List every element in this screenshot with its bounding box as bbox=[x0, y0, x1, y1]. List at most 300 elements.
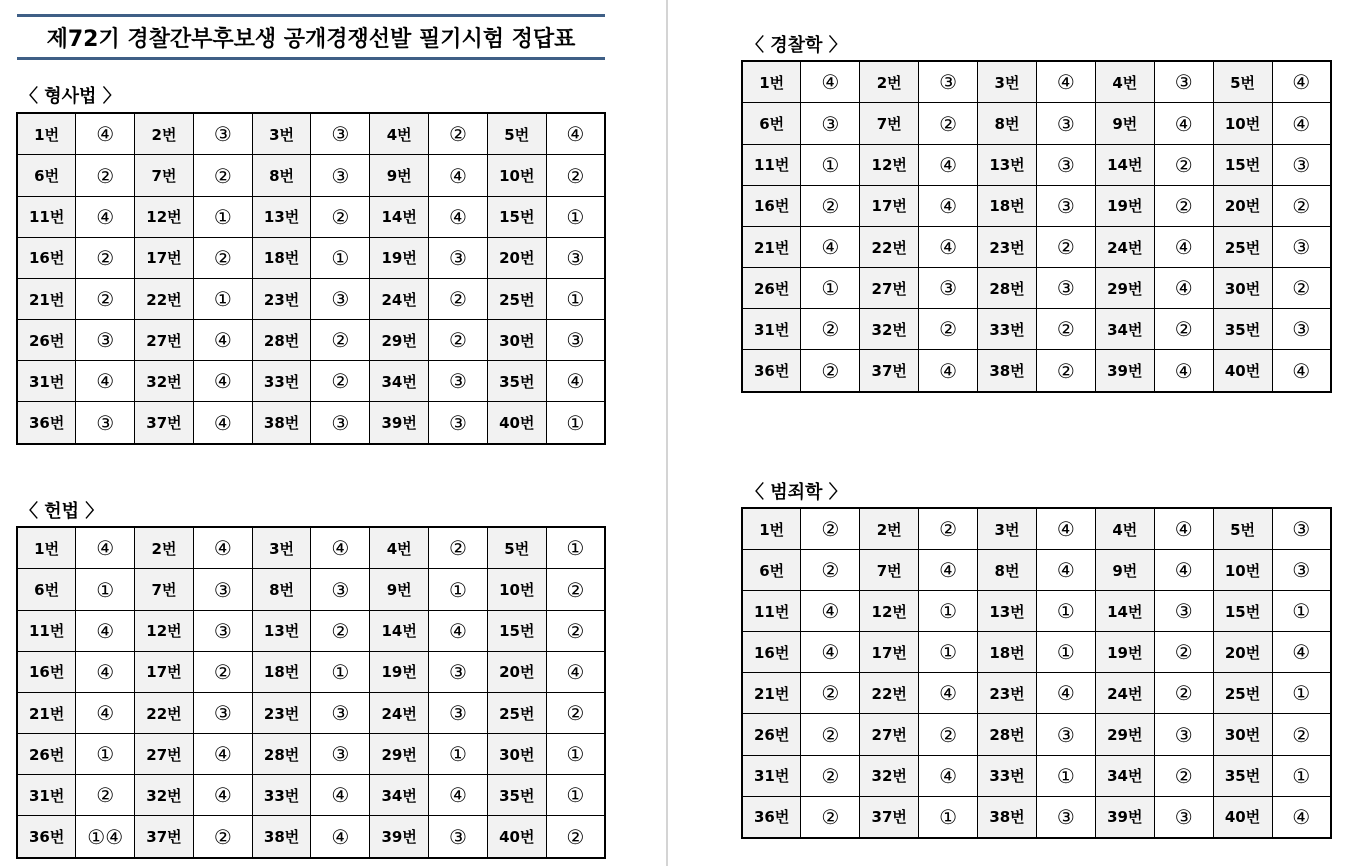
question-number: 31번 bbox=[742, 755, 801, 796]
question-number: 6번 bbox=[742, 103, 801, 144]
question-number: 23번 bbox=[978, 673, 1037, 714]
question-number: 8번 bbox=[252, 569, 311, 610]
question-number: 40번 bbox=[1213, 350, 1272, 392]
answer-cell: ③ bbox=[429, 692, 488, 733]
answer-cell: ④ bbox=[1272, 61, 1331, 103]
answer-cell: ② bbox=[193, 155, 252, 196]
question-number: 14번 bbox=[370, 196, 429, 237]
question-number: 28번 bbox=[252, 734, 311, 775]
question-number: 38번 bbox=[252, 402, 311, 444]
question-number: 32번 bbox=[860, 755, 919, 796]
question-number: 3번 bbox=[978, 508, 1037, 550]
question-number: 7번 bbox=[135, 155, 194, 196]
answer-cell: ③ bbox=[801, 103, 860, 144]
question-number: 17번 bbox=[135, 651, 194, 692]
answer-cell: ② bbox=[1272, 268, 1331, 309]
question-number: 14번 bbox=[370, 610, 429, 651]
answer-cell: ③ bbox=[311, 155, 370, 196]
answer-cell: ③ bbox=[1036, 144, 1095, 185]
question-number: 4번 bbox=[1095, 508, 1154, 550]
question-number: 27번 bbox=[860, 714, 919, 755]
answer-cell: ② bbox=[801, 309, 860, 350]
question-number: 24번 bbox=[370, 278, 429, 319]
question-number: 36번 bbox=[742, 796, 801, 838]
answer-cell: ① bbox=[193, 196, 252, 237]
answer-cell: ① bbox=[919, 796, 978, 838]
answer-table-criminology bbox=[741, 507, 1332, 839]
answer-cell: ② bbox=[1154, 673, 1213, 714]
answer-cell: ① bbox=[546, 775, 605, 816]
answer-cell: ① bbox=[546, 734, 605, 775]
answer-cell: ② bbox=[919, 508, 978, 550]
answer-cell: ② bbox=[1154, 185, 1213, 226]
answer-cell: ③ bbox=[1036, 796, 1095, 838]
question-number: 4번 bbox=[370, 527, 429, 569]
answer-cell: ③ bbox=[193, 692, 252, 733]
question-number: 34번 bbox=[370, 775, 429, 816]
answer-cell: ① bbox=[311, 237, 370, 278]
answer-cell: ③ bbox=[1272, 508, 1331, 550]
question-number: 22번 bbox=[135, 278, 194, 319]
answer-cell: ② bbox=[801, 673, 860, 714]
question-number: 20번 bbox=[487, 651, 546, 692]
question-number: 37번 bbox=[860, 350, 919, 392]
question-number: 8번 bbox=[252, 155, 311, 196]
question-number: 36번 bbox=[17, 816, 76, 858]
question-number: 9번 bbox=[1095, 103, 1154, 144]
answer-cell: ③ bbox=[1272, 550, 1331, 591]
table-row bbox=[17, 237, 605, 278]
answer-cell: ① bbox=[919, 632, 978, 673]
question-number: 37번 bbox=[860, 796, 919, 838]
answer-cell: ④ bbox=[919, 350, 978, 392]
table-row bbox=[17, 402, 605, 444]
answer-cell: ① bbox=[546, 196, 605, 237]
table-row bbox=[742, 268, 1331, 309]
question-number: 40번 bbox=[487, 402, 546, 444]
question-number: 4번 bbox=[1095, 61, 1154, 103]
answer-cell: ④ bbox=[1272, 350, 1331, 392]
question-number: 33번 bbox=[978, 309, 1037, 350]
question-number: 29번 bbox=[1095, 268, 1154, 309]
question-number: 13번 bbox=[978, 144, 1037, 185]
table-row bbox=[742, 591, 1331, 632]
question-number: 10번 bbox=[1213, 550, 1272, 591]
question-number: 10번 bbox=[487, 569, 546, 610]
question-number: 13번 bbox=[252, 196, 311, 237]
answer-cell: ② bbox=[429, 527, 488, 569]
answer-cell: ④ bbox=[1272, 632, 1331, 673]
answer-cell: ③ bbox=[429, 402, 488, 444]
question-number: 40번 bbox=[487, 816, 546, 858]
answer-cell: ④ bbox=[193, 402, 252, 444]
answer-table-criminal-law bbox=[16, 112, 606, 445]
question-number: 38번 bbox=[978, 350, 1037, 392]
answer-cell: ① bbox=[546, 527, 605, 569]
answer-cell: ③ bbox=[76, 402, 135, 444]
question-number: 12번 bbox=[135, 610, 194, 651]
question-number: 1번 bbox=[742, 508, 801, 550]
question-number: 24번 bbox=[370, 692, 429, 733]
question-number: 27번 bbox=[135, 734, 194, 775]
question-number: 30번 bbox=[1213, 714, 1272, 755]
answer-cell: ① bbox=[546, 278, 605, 319]
question-number: 39번 bbox=[370, 402, 429, 444]
answer-cell: ② bbox=[76, 278, 135, 319]
answer-cell: ③ bbox=[1036, 185, 1095, 226]
question-number: 15번 bbox=[487, 610, 546, 651]
question-number: 8번 bbox=[978, 550, 1037, 591]
answer-cell: ② bbox=[1154, 632, 1213, 673]
answer-cell: ④ bbox=[546, 361, 605, 402]
answer-cell: ② bbox=[546, 569, 605, 610]
question-number: 22번 bbox=[860, 673, 919, 714]
question-number: 37번 bbox=[135, 402, 194, 444]
question-number: 15번 bbox=[487, 196, 546, 237]
answer-cell: ② bbox=[1036, 350, 1095, 392]
answer-cell: ② bbox=[801, 796, 860, 838]
answer-cell: ③ bbox=[76, 320, 135, 361]
question-number: 18번 bbox=[978, 632, 1037, 673]
answer-cell: ①④ bbox=[76, 816, 135, 858]
table-row bbox=[742, 226, 1331, 267]
answer-cell: ② bbox=[1036, 309, 1095, 350]
question-number: 6번 bbox=[17, 569, 76, 610]
question-number: 22번 bbox=[135, 692, 194, 733]
question-number: 19번 bbox=[370, 651, 429, 692]
question-number: 5번 bbox=[487, 113, 546, 155]
question-number: 11번 bbox=[742, 144, 801, 185]
answer-cell: ④ bbox=[1154, 350, 1213, 392]
question-number: 24번 bbox=[1095, 226, 1154, 267]
question-number: 32번 bbox=[860, 309, 919, 350]
question-number: 10번 bbox=[1213, 103, 1272, 144]
question-number: 7번 bbox=[135, 569, 194, 610]
answer-cell: ③ bbox=[1036, 103, 1095, 144]
question-number: 26번 bbox=[742, 268, 801, 309]
question-number: 16번 bbox=[742, 632, 801, 673]
question-number: 33번 bbox=[252, 361, 311, 402]
question-number: 14번 bbox=[1095, 144, 1154, 185]
answer-cell: ④ bbox=[429, 610, 488, 651]
question-number: 34번 bbox=[370, 361, 429, 402]
answer-cell: ③ bbox=[919, 268, 978, 309]
answer-cell: ③ bbox=[429, 651, 488, 692]
answer-cell: ② bbox=[546, 692, 605, 733]
table-row bbox=[742, 103, 1331, 144]
answer-cell: ① bbox=[76, 734, 135, 775]
question-number: 13번 bbox=[252, 610, 311, 651]
answer-cell: ① bbox=[1036, 755, 1095, 796]
question-number: 12번 bbox=[860, 144, 919, 185]
answer-cell: ① bbox=[546, 402, 605, 444]
answer-cell: ④ bbox=[429, 775, 488, 816]
answer-cell: ③ bbox=[1036, 714, 1095, 755]
question-number: 28번 bbox=[978, 714, 1037, 755]
answer-cell: ① bbox=[193, 278, 252, 319]
question-number: 9번 bbox=[370, 569, 429, 610]
question-number: 25번 bbox=[1213, 226, 1272, 267]
answer-cell: ① bbox=[1272, 755, 1331, 796]
table-row bbox=[17, 113, 605, 155]
question-number: 39번 bbox=[1095, 350, 1154, 392]
question-number: 6번 bbox=[17, 155, 76, 196]
answer-cell: ③ bbox=[1154, 61, 1213, 103]
question-number: 29번 bbox=[370, 320, 429, 361]
answer-cell: ④ bbox=[429, 155, 488, 196]
answer-cell: ① bbox=[919, 591, 978, 632]
question-number: 2번 bbox=[860, 61, 919, 103]
page-divider bbox=[666, 0, 668, 866]
answer-cell: ② bbox=[1272, 714, 1331, 755]
question-number: 15번 bbox=[1213, 144, 1272, 185]
question-number: 18번 bbox=[252, 237, 311, 278]
answer-cell: ② bbox=[1154, 309, 1213, 350]
answer-cell: ① bbox=[1036, 632, 1095, 673]
question-number: 18번 bbox=[252, 651, 311, 692]
table-row bbox=[742, 550, 1331, 591]
answer-cell: ③ bbox=[1036, 268, 1095, 309]
answer-cell: ④ bbox=[1272, 103, 1331, 144]
answer-cell: ④ bbox=[1154, 103, 1213, 144]
question-number: 31번 bbox=[17, 775, 76, 816]
question-number: 5번 bbox=[1213, 61, 1272, 103]
answer-cell: ② bbox=[801, 508, 860, 550]
answer-cell: ④ bbox=[76, 692, 135, 733]
question-number: 1번 bbox=[17, 527, 76, 569]
answer-cell: ④ bbox=[1036, 673, 1095, 714]
question-number: 17번 bbox=[135, 237, 194, 278]
page-title-box bbox=[17, 14, 605, 60]
answer-cell: ④ bbox=[546, 651, 605, 692]
question-number: 33번 bbox=[252, 775, 311, 816]
answer-cell: ② bbox=[193, 816, 252, 858]
question-number: 37번 bbox=[135, 816, 194, 858]
question-number: 36번 bbox=[742, 350, 801, 392]
answer-cell: ④ bbox=[801, 226, 860, 267]
table-row bbox=[742, 632, 1331, 673]
question-number: 25번 bbox=[1213, 673, 1272, 714]
answer-cell: ③ bbox=[1154, 714, 1213, 755]
table-row bbox=[742, 185, 1331, 226]
question-number: 11번 bbox=[17, 196, 76, 237]
answer-cell: ② bbox=[546, 610, 605, 651]
answer-cell: ② bbox=[546, 816, 605, 858]
question-number: 1번 bbox=[17, 113, 76, 155]
table-row bbox=[742, 508, 1331, 550]
section-title-criminal-law: 〈 형사법 〉 bbox=[20, 86, 121, 107]
answer-cell: ④ bbox=[193, 775, 252, 816]
answer-cell: ③ bbox=[1272, 144, 1331, 185]
question-number: 16번 bbox=[742, 185, 801, 226]
question-number: 21번 bbox=[742, 673, 801, 714]
question-number: 7번 bbox=[860, 550, 919, 591]
answer-cell: ④ bbox=[76, 196, 135, 237]
answer-cell: ① bbox=[801, 144, 860, 185]
question-number: 26번 bbox=[17, 734, 76, 775]
question-number: 18번 bbox=[978, 185, 1037, 226]
section-title-police-science: 〈 경찰학 〉 bbox=[746, 35, 847, 56]
table-row bbox=[17, 361, 605, 402]
question-number: 40번 bbox=[1213, 796, 1272, 838]
answer-cell: ④ bbox=[193, 361, 252, 402]
table-row bbox=[17, 569, 605, 610]
table-row bbox=[742, 144, 1331, 185]
question-number: 12번 bbox=[860, 591, 919, 632]
question-number: 23번 bbox=[252, 278, 311, 319]
question-number: 35번 bbox=[487, 775, 546, 816]
answer-cell: ④ bbox=[1036, 508, 1095, 550]
answer-cell: ③ bbox=[311, 734, 370, 775]
table-row bbox=[742, 796, 1331, 838]
answer-cell: ④ bbox=[801, 61, 860, 103]
answer-cell: ① bbox=[1036, 591, 1095, 632]
table-row bbox=[742, 755, 1331, 796]
question-number: 5번 bbox=[1213, 508, 1272, 550]
table-row bbox=[742, 673, 1331, 714]
answer-cell: ① bbox=[1272, 591, 1331, 632]
table-row bbox=[17, 278, 605, 319]
question-number: 20번 bbox=[487, 237, 546, 278]
answer-cell: ① bbox=[76, 569, 135, 610]
question-number: 3번 bbox=[978, 61, 1037, 103]
answer-cell: ④ bbox=[919, 755, 978, 796]
question-number: 3번 bbox=[252, 113, 311, 155]
answer-cell: ② bbox=[311, 196, 370, 237]
answer-cell: ④ bbox=[193, 320, 252, 361]
question-number: 13번 bbox=[978, 591, 1037, 632]
answer-cell: ② bbox=[919, 309, 978, 350]
answer-cell: ④ bbox=[801, 591, 860, 632]
answer-cell: ④ bbox=[1036, 550, 1095, 591]
table-row bbox=[742, 350, 1331, 392]
answer-cell: ② bbox=[429, 320, 488, 361]
answer-cell: ④ bbox=[919, 226, 978, 267]
question-number: 10번 bbox=[487, 155, 546, 196]
answer-cell: ③ bbox=[1272, 226, 1331, 267]
answer-cell: ① bbox=[801, 268, 860, 309]
table-row bbox=[17, 155, 605, 196]
answer-cell: ③ bbox=[1154, 796, 1213, 838]
answer-cell: ② bbox=[1154, 755, 1213, 796]
table-row bbox=[17, 651, 605, 692]
question-number: 19번 bbox=[1095, 632, 1154, 673]
question-number: 24번 bbox=[1095, 673, 1154, 714]
answer-cell: ④ bbox=[193, 734, 252, 775]
answer-cell: ③ bbox=[1272, 309, 1331, 350]
answer-cell: ③ bbox=[429, 237, 488, 278]
table-row bbox=[742, 61, 1331, 103]
question-number: 19번 bbox=[370, 237, 429, 278]
question-number: 38번 bbox=[978, 796, 1037, 838]
answer-cell: ② bbox=[429, 278, 488, 319]
question-number: 31번 bbox=[742, 309, 801, 350]
question-number: 32번 bbox=[135, 361, 194, 402]
question-number: 11번 bbox=[17, 610, 76, 651]
question-number: 25번 bbox=[487, 278, 546, 319]
question-number: 26번 bbox=[742, 714, 801, 755]
answer-cell: ② bbox=[193, 651, 252, 692]
question-number: 8번 bbox=[978, 103, 1037, 144]
answer-cell: ④ bbox=[193, 527, 252, 569]
answer-cell: ③ bbox=[1154, 591, 1213, 632]
answer-cell: ④ bbox=[76, 610, 135, 651]
question-number: 17번 bbox=[860, 185, 919, 226]
answer-cell: ④ bbox=[76, 113, 135, 155]
answer-cell: ② bbox=[193, 237, 252, 278]
answer-cell: ④ bbox=[919, 185, 978, 226]
question-number: 14번 bbox=[1095, 591, 1154, 632]
answer-cell: ④ bbox=[1036, 61, 1095, 103]
question-number: 34번 bbox=[1095, 309, 1154, 350]
answer-cell: ④ bbox=[429, 196, 488, 237]
question-number: 4번 bbox=[370, 113, 429, 155]
table-row bbox=[17, 196, 605, 237]
answer-cell: ④ bbox=[76, 651, 135, 692]
answer-table-police-science bbox=[741, 60, 1332, 393]
question-number: 35번 bbox=[487, 361, 546, 402]
question-number: 35번 bbox=[1213, 755, 1272, 796]
question-number: 23번 bbox=[978, 226, 1037, 267]
question-number: 2번 bbox=[135, 113, 194, 155]
answer-table-constitutional-law bbox=[16, 526, 606, 859]
answer-cell: ② bbox=[1154, 144, 1213, 185]
table-row bbox=[17, 775, 605, 816]
table-row bbox=[742, 714, 1331, 755]
question-number: 30번 bbox=[1213, 268, 1272, 309]
answer-cell: ④ bbox=[801, 632, 860, 673]
section-title-constitutional-law: 〈 헌법 〉 bbox=[20, 501, 104, 522]
answer-cell: ③ bbox=[193, 569, 252, 610]
table-row bbox=[742, 309, 1331, 350]
question-number: 2번 bbox=[135, 527, 194, 569]
answer-cell: ③ bbox=[193, 113, 252, 155]
question-number: 27번 bbox=[860, 268, 919, 309]
question-number: 31번 bbox=[17, 361, 76, 402]
answer-cell: ② bbox=[311, 320, 370, 361]
table-row bbox=[17, 320, 605, 361]
page-title: 제72기 경찰간부후보생 공개경쟁선발 필기시험 정답표 bbox=[46, 26, 576, 52]
answer-cell: ① bbox=[311, 651, 370, 692]
question-number: 22번 bbox=[860, 226, 919, 267]
question-number: 25번 bbox=[487, 692, 546, 733]
answer-cell: ③ bbox=[429, 361, 488, 402]
answer-cell: ③ bbox=[546, 237, 605, 278]
table-row bbox=[17, 734, 605, 775]
question-number: 23번 bbox=[252, 692, 311, 733]
answer-cell: ② bbox=[801, 185, 860, 226]
question-number: 5번 bbox=[487, 527, 546, 569]
answer-cell: ② bbox=[76, 775, 135, 816]
answer-cell: ④ bbox=[311, 816, 370, 858]
question-number: 35번 bbox=[1213, 309, 1272, 350]
answer-cell: ④ bbox=[76, 527, 135, 569]
question-number: 28번 bbox=[978, 268, 1037, 309]
answer-cell: ② bbox=[919, 714, 978, 755]
question-number: 32번 bbox=[135, 775, 194, 816]
question-number: 16번 bbox=[17, 651, 76, 692]
answer-cell: ④ bbox=[311, 775, 370, 816]
answer-cell: ④ bbox=[1154, 226, 1213, 267]
question-number: 21번 bbox=[17, 692, 76, 733]
answer-cell: ② bbox=[801, 550, 860, 591]
answer-cell: ③ bbox=[193, 610, 252, 651]
question-number: 28번 bbox=[252, 320, 311, 361]
question-number: 6번 bbox=[742, 550, 801, 591]
question-number: 38번 bbox=[252, 816, 311, 858]
answer-cell: ② bbox=[311, 610, 370, 651]
question-number: 15번 bbox=[1213, 591, 1272, 632]
